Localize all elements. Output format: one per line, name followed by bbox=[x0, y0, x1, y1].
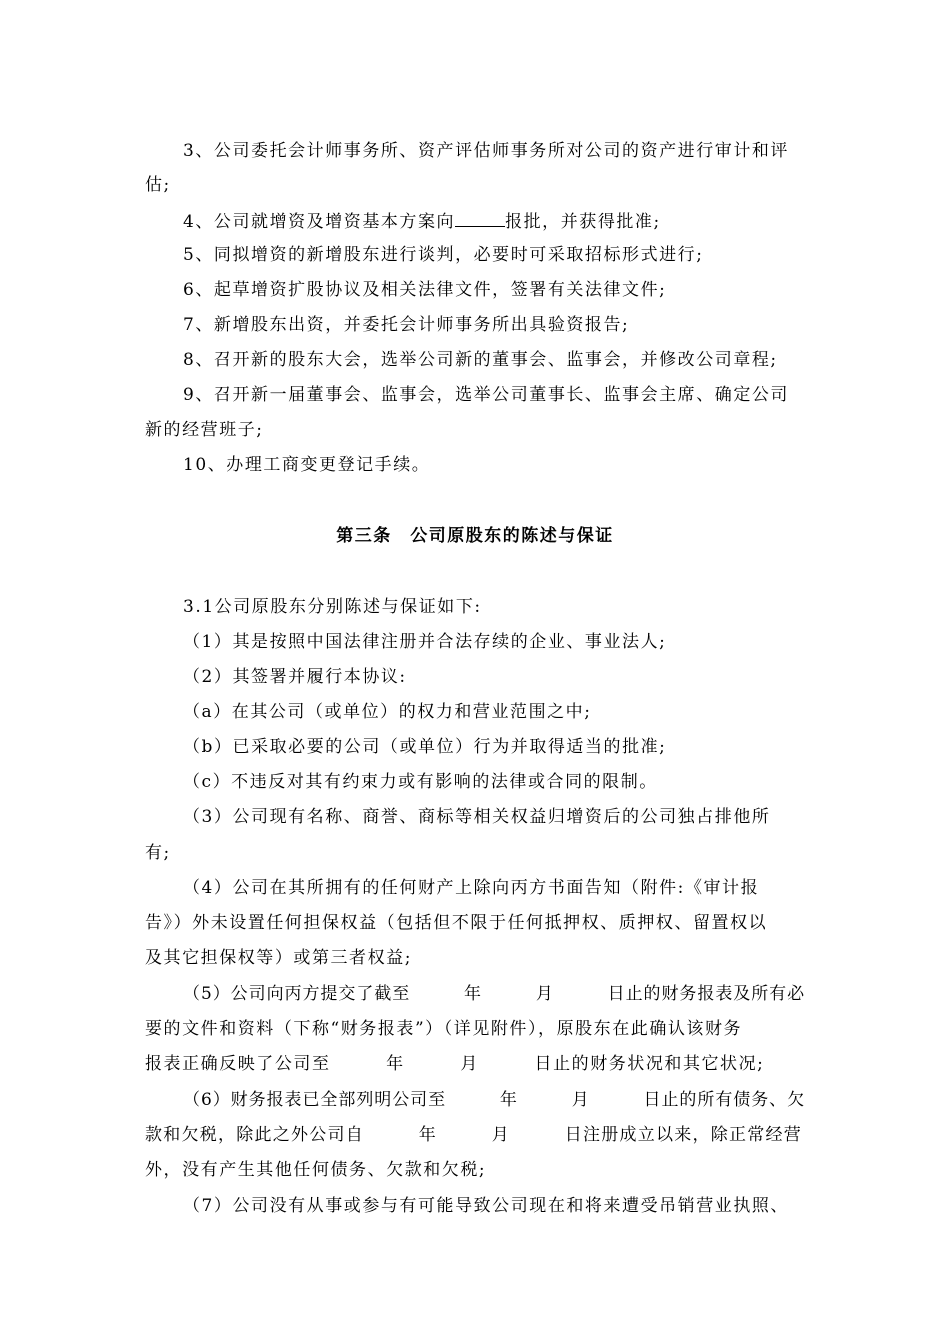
text-line: 外，没有产生其他任何债务、欠款和欠税; bbox=[145, 1160, 487, 1180]
item-4-text-after: 报批，并获得批准; bbox=[505, 212, 661, 232]
text-line: （1）其是按照中国法律注册并合法存续的企业、事业法人; bbox=[183, 632, 667, 652]
text-line: 要的文件和资料（下称“财务报表”）（详见附件），原股东在此确认该财务 bbox=[145, 1019, 743, 1039]
text-line: 3.1公司原股东分别陈述与保证如下: bbox=[183, 597, 482, 617]
text-line: （3）公司现有名称、商誉、商标等相关权益归增资后的公司独占排他所 bbox=[183, 807, 771, 827]
text-line: 告》）外未设置任何担保权益（包括但不限于任何抵押权、质押权、留置权以 bbox=[145, 913, 768, 933]
text-line: （c）不违反对其有约束力或有影响的法律或合同的限制。 bbox=[183, 772, 658, 792]
text-line: 7、新增股东出资，并委托会计师事务所出具验资报告; bbox=[183, 315, 630, 335]
text-line: 6、起草增资扩股协议及相关法律文件，签署有关法律文件; bbox=[183, 280, 667, 300]
text-line: 估; bbox=[145, 175, 171, 195]
text-line: （4）公司在其所拥有的任何财产上除向丙方书面告知（附件:《审计报 bbox=[183, 878, 760, 898]
text-line: （b）已采取必要的公司（或单位）行为并取得适当的批准; bbox=[183, 737, 667, 757]
text-line-item-4 bbox=[183, 210, 805, 232]
text-line: 3、公司委托会计师事务所、资产评估师事务所对公司的资产进行审计和评 bbox=[183, 141, 789, 161]
text-line: 新的经营班子; bbox=[145, 420, 264, 440]
text-line: 款和欠税，除此之外公司自 年 月 日注册成立以来，除正常经营 bbox=[145, 1125, 802, 1145]
section-heading: 第三条 公司原股东的陈述与保证 bbox=[336, 526, 614, 546]
text-line: 9、召开新一届董事会、监事会，选举公司董事长、监事会主席、确定公司 bbox=[183, 385, 789, 405]
text-line: 5、同拟增资的新增股东进行谈判，必要时可采取招标形式进行; bbox=[183, 245, 704, 265]
text-line: 10、办理工商变更登记手续。 bbox=[183, 455, 431, 475]
text-line: （7）公司没有从事或参与有可能导致公司现在和将来遭受吊销营业执照、 bbox=[183, 1196, 789, 1216]
text-line: （6）财务报表已全部列明公司至 年 月 日止的所有债务、欠 bbox=[183, 1090, 806, 1110]
text-line: 报表正确反映了公司至 年 月 日止的财务状况和其它状况; bbox=[145, 1054, 765, 1074]
fill-in-blank bbox=[455, 210, 505, 227]
text-line: （2）其签署并履行本协议: bbox=[183, 667, 407, 687]
text-line: 及其它担保权等）或第三者权益; bbox=[145, 948, 412, 968]
text-line: 有; bbox=[145, 843, 171, 863]
item-4-text-before: 4、公司就增资及增资基本方案向 bbox=[183, 212, 456, 232]
text-line: （5）公司向丙方提交了截至 年 月 日止的财务报表及所有必 bbox=[183, 984, 806, 1004]
text-line: （a）在其公司（或单位）的权力和营业范围之中; bbox=[183, 702, 592, 722]
text-line: 8、召开新的股东大会，选举公司新的董事会、监事会，并修改公司章程; bbox=[183, 350, 778, 370]
